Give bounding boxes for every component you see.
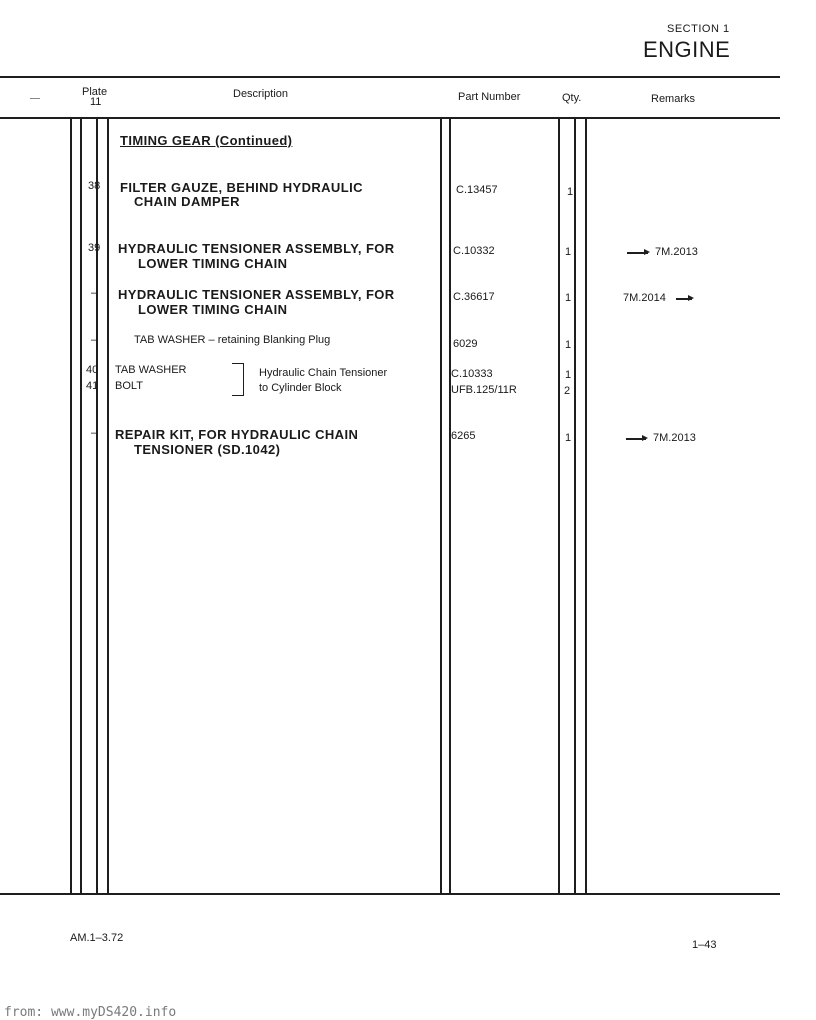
qty-header: Qty. bbox=[562, 92, 582, 104]
table-bottom-rule bbox=[0, 893, 780, 895]
item-description: TAB WASHER bbox=[115, 364, 187, 376]
remark: 7M.2013 bbox=[655, 246, 698, 258]
remark: 7M.2014 bbox=[623, 292, 666, 304]
item-ref: 38 bbox=[88, 180, 101, 192]
section-label: SECTION 1 bbox=[667, 23, 730, 35]
item-ref: – bbox=[91, 427, 98, 439]
table-top-rule bbox=[0, 76, 780, 78]
header-rule bbox=[0, 117, 780, 119]
watermark: from: www.myDS420.info bbox=[4, 1005, 177, 1020]
item-description: HYDRAULIC TENSIONER ASSEMBLY, FOR bbox=[118, 241, 395, 256]
quantity: 1 bbox=[565, 369, 572, 381]
column-divider bbox=[558, 117, 560, 894]
item-description: BOLT bbox=[115, 380, 143, 392]
quantity: 1 bbox=[565, 339, 572, 351]
item-description: LOWER TIMING CHAIN bbox=[138, 302, 288, 317]
arrow-icon bbox=[627, 252, 648, 254]
item-description: CHAIN DAMPER bbox=[134, 194, 240, 209]
item-ref: 39 bbox=[88, 242, 101, 254]
part-number: C.10333 bbox=[451, 368, 493, 380]
remarks-header: Remarks bbox=[651, 93, 696, 105]
plate-number: 11 bbox=[90, 96, 102, 108]
bracket-icon bbox=[232, 363, 244, 396]
part-number: C.10332 bbox=[453, 245, 495, 257]
item-description: LOWER TIMING CHAIN bbox=[138, 256, 288, 271]
column-divider bbox=[449, 117, 451, 894]
arrow-icon bbox=[626, 438, 646, 440]
item-ref: 41 bbox=[86, 380, 99, 392]
quantity: 2 bbox=[564, 385, 571, 397]
section-title: ENGINE bbox=[643, 37, 731, 62]
column-divider bbox=[440, 117, 442, 894]
arrow-icon bbox=[676, 298, 692, 300]
quantity: 1 bbox=[565, 246, 572, 258]
margin-mark bbox=[30, 98, 40, 99]
part-number-header: Part Number bbox=[458, 91, 521, 103]
item-description: FILTER GAUZE, BEHIND HYDRAULIC bbox=[120, 180, 363, 195]
column-divider bbox=[585, 117, 587, 894]
part-number: UFB.125/11R bbox=[451, 384, 517, 396]
quantity: 1 bbox=[567, 186, 574, 198]
bracket-note: to Cylinder Block bbox=[259, 382, 342, 394]
column-divider bbox=[96, 117, 98, 894]
item-description: TAB WASHER – retaining Blanking Plug bbox=[134, 334, 331, 346]
column-divider bbox=[80, 117, 82, 894]
column-divider bbox=[574, 117, 576, 894]
section-heading: TIMING GEAR (Continued) bbox=[120, 133, 293, 148]
item-ref: – bbox=[91, 334, 98, 346]
plate-header: Plate bbox=[82, 86, 108, 98]
column-divider bbox=[70, 117, 72, 894]
item-description: TENSIONER (SD.1042) bbox=[134, 442, 281, 457]
page-number: 1–43 bbox=[692, 939, 717, 951]
item-description: HYDRAULIC TENSIONER ASSEMBLY, FOR bbox=[118, 287, 395, 302]
part-number: 6265 bbox=[451, 430, 476, 442]
quantity: 1 bbox=[565, 292, 572, 304]
column-divider bbox=[107, 117, 109, 894]
document-code: AM.1–3.72 bbox=[70, 932, 124, 944]
part-number: 6029 bbox=[453, 338, 478, 350]
quantity: 1 bbox=[565, 432, 572, 444]
item-ref: 40 bbox=[86, 364, 99, 376]
part-number: C.13457 bbox=[456, 184, 498, 196]
description-header: Description bbox=[233, 88, 289, 100]
remark: 7M.2013 bbox=[653, 432, 696, 444]
bracket-note: Hydraulic Chain Tensioner bbox=[259, 367, 388, 379]
part-number: C.36617 bbox=[453, 291, 495, 303]
item-description: REPAIR KIT, FOR HYDRAULIC CHAIN bbox=[115, 427, 359, 442]
item-ref: – bbox=[91, 287, 98, 299]
